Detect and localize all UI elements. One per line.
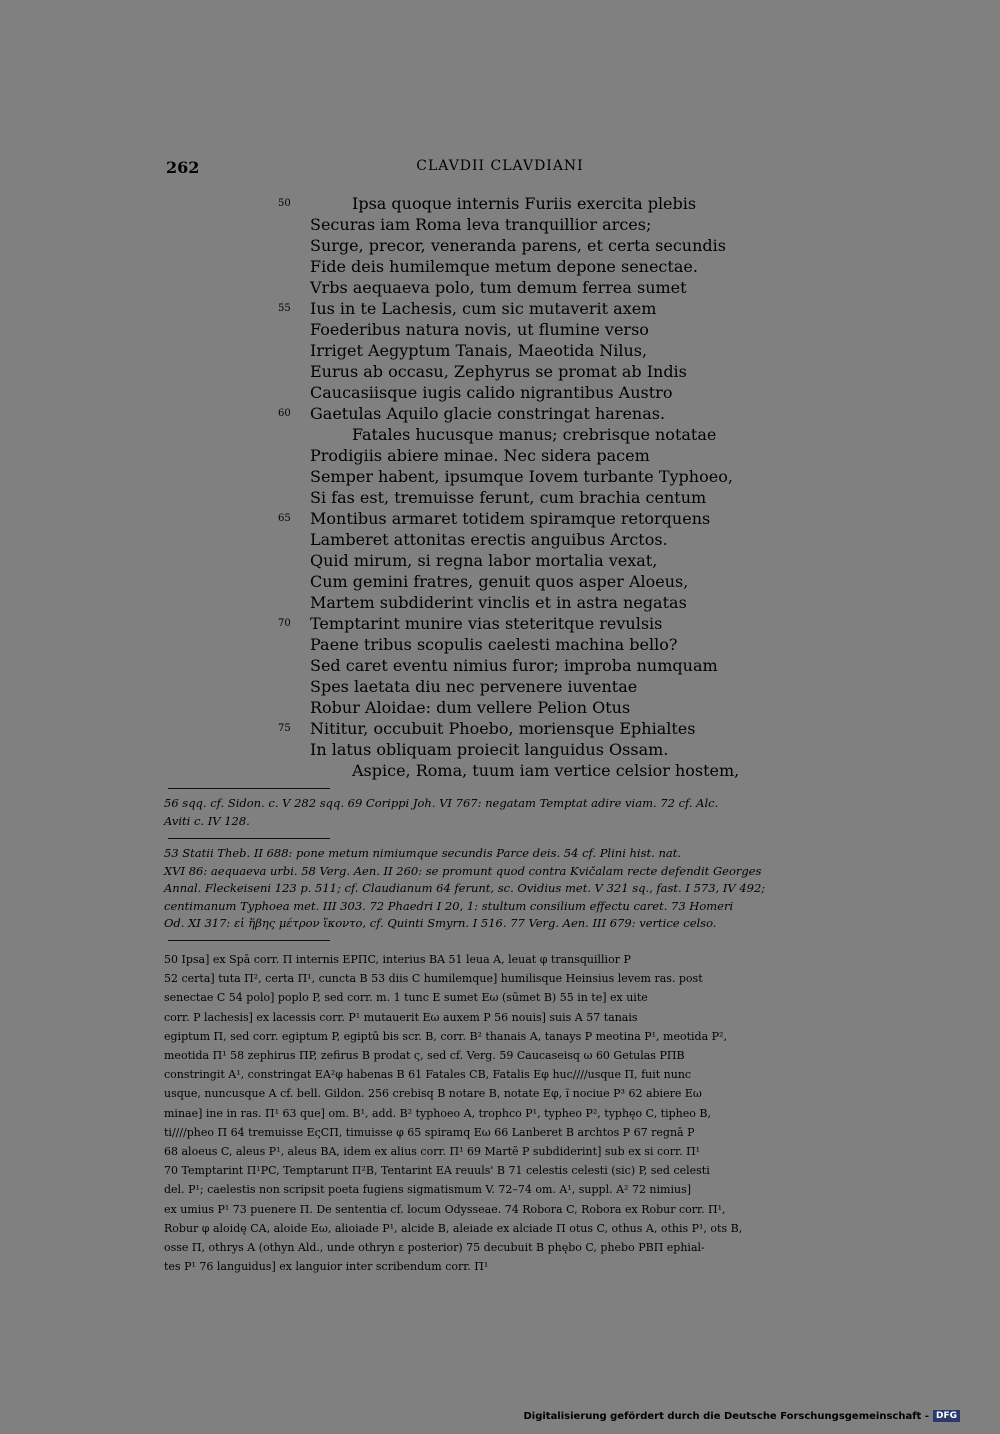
apparatus-line: Robur φ aloidę CA, aloide Eω, alioiade P¹, alcide B, aleiade ex alciade Π otus C, othus A, othis P¹, ots B, — [164, 1221, 743, 1235]
verse-text: Paene tribus scopulis caelesti machina bello? — [310, 635, 678, 654]
verse-text: Ipsa quoque internis Furiis exercita plebis — [352, 194, 697, 213]
verse-text: Cum gemini fratres, genuit quos asper Aloeus, — [310, 572, 689, 591]
apparatus-line: corr. P lachesis] ex lacessis corr. P¹ mutauerit Eω auxem P 56 nouis] suis A 57 tanais — [164, 1010, 638, 1024]
verse-line — [310, 424, 750, 445]
verse-number: 75 — [278, 723, 291, 734]
verse-line — [310, 319, 750, 340]
verse-text: Nititur, occubuit Phoebo, moriensque Ephialtes — [310, 719, 696, 738]
critical-apparatus — [164, 950, 836, 1276]
verse-line — [310, 676, 750, 697]
apparatus-line: osse Π, othrys A (othyn Ald., unde othryn ε posterior) 75 decubuit B phębo C, phebo PBΠ ephial- — [164, 1241, 705, 1255]
verse-text: In latus obliquam proiecit languidus Ossam. — [310, 740, 669, 759]
verse-text: Quid mirum, si regna labor mortalia vexat, — [310, 551, 658, 570]
verse-number: 60 — [278, 408, 291, 419]
testimonia-line: XVI 86: aequaeva urbi. 58 Verg. Aen. II 260: se promunt quod contra Kvičalam recte defendit Georges — [164, 863, 762, 878]
verse-text: Fide deis humilemque metum depone senectae. — [310, 257, 698, 276]
verse-text: Lamberet attonitas erectis anguibus Arctos. — [310, 530, 668, 549]
testimonia-line: 53 Statii Theb. II 688: pone metum nimiumque secundis Parce deis. 54 cf. Plini hist. nat. — [164, 846, 681, 860]
verse-text: Prodigiis abiere minae. Nec sidera pacem — [310, 446, 650, 465]
verse-line — [310, 445, 750, 466]
verse-line — [310, 361, 750, 382]
verse-text: Vrbs aequaeva polo, tum demum ferrea sumet — [310, 278, 687, 297]
verse-line — [310, 529, 750, 550]
verse-text: Spes laetata diu nec pervenere iuventae — [310, 677, 638, 696]
verse-line — [310, 592, 750, 613]
separator-rule — [168, 838, 330, 839]
apparatus-line: usque, nuncusque A cf. bell. Gildon. 256 crebisq B notare B, notate Eφ, ĩ nociue P³ 62 abiere Eω — [164, 1087, 702, 1101]
verse-text: Semper habent, ipsumque Iovem turbante Typhoeo, — [310, 467, 733, 486]
verse-text: Robur Aloidae: dum vellere Pelion Otus — [310, 698, 631, 717]
verse-line — [310, 634, 750, 655]
verse-line — [310, 655, 750, 676]
verse-text: Temptarint munire vias steteritque revulsis — [310, 614, 663, 633]
apparatus-line: ex umius P¹ 73 puenere Π. De sententia cf. locum Odysseae. 74 Robora C, Robora ex Robur corr. Π¹, — [164, 1202, 726, 1216]
apparatus-line: 68 aloeus C, aleus P¹, aleus BA, idem ex alius corr. Π¹ 69 Martẽ P subdiderint] sub ex si corr. Π¹ — [164, 1145, 701, 1159]
verse-text: Ius in te Lachesis, cum sic mutaverit axem — [310, 299, 657, 318]
verse-text: Foederibus natura novis, ut flumine verso — [310, 320, 649, 339]
verse-number: 65 — [278, 513, 291, 524]
verse-line — [310, 466, 750, 487]
verse-text: Gaetulas Aquilo glacie constringat harenas. — [310, 404, 666, 423]
apparatus-line: egiptum Π, sed corr. egiptum P, egiptū bis scr. B, corr. B² thanais A, tanays P meotina P¹, meotida P², — [164, 1029, 727, 1043]
verse-text: Fatales hucusque manus; crebrisque notatae — [352, 425, 717, 444]
verse-text: Eurus ab occasu, Zephyrus se promat ab Indis — [310, 362, 687, 381]
running-title: CLAVDII CLAVDIANI — [416, 158, 584, 174]
verse-line — [310, 739, 750, 760]
verse-text: Irriget Aegyptum Tanais, Maeotida Nilus, — [310, 341, 648, 360]
footer-text: Digitalisierung gefördert durch die Deutsche Forschungsgemeinschaft - — [523, 1410, 929, 1422]
testimonia-line: centimanum Typhoea met. III 303. 72 Phaedri I 20, 1: stultum consilium effectu caret. 73 Homeri — [164, 898, 734, 913]
verse-text: Sed caret eventu nimius furor; improba numquam — [310, 656, 718, 675]
verse-number: 70 — [278, 618, 291, 629]
testimonia-line: Aviti c. IV 128. — [164, 813, 250, 828]
verse-text: Caucasiisque iugis calido nigrantibus Austro — [310, 383, 673, 402]
dfg-logo: DFG — [933, 1410, 960, 1422]
testimonia-line: Od. XI 317: εἰ ἥβης μέτρον ἵκοντο, cf. Quinti Smyrn. I 516. 77 Verg. Aen. III 679: vertice celso. — [164, 916, 717, 930]
verse-line — [310, 487, 750, 508]
verse-text: Martem subdiderint vinclis et in astra negatas — [310, 593, 687, 612]
poem-text — [278, 193, 750, 781]
verse-line — [310, 235, 750, 256]
apparatus-line: constringit A¹, constringat EA²φ habenas B 61 Fatales CB, Fatalis Eφ huc////usque Π, fuit nunc — [164, 1068, 692, 1082]
verse-text: Montibus armaret totidem spiramque retorquens — [310, 509, 711, 528]
apparatus-line: tes P¹ 76 languidus] ex languior inter scribendum corr. Π¹ — [164, 1260, 489, 1274]
verse-text: Si fas est, tremuisse ferunt, cum brachia centum — [310, 488, 707, 507]
apparatus-line: 70 Temptarint Π¹PC, Temptarunt Π²B, Tentarint EA reuuls' B 71 celestis celesti (sic) P, sed celesti — [164, 1164, 710, 1178]
verse-line — [278, 718, 750, 739]
verse-line — [310, 382, 750, 403]
verse-text: Aspice, Roma, tuum iam vertice celsior hostem, — [352, 761, 740, 780]
verse-line — [310, 256, 750, 277]
testimonia-line: 56 sqq. cf. Sidon. c. V 282 sqq. 69 Corippi Joh. VI 767: negatam Temptat adire viam. 72 cf. Alc. — [164, 796, 719, 810]
testimonia-block-1 — [164, 795, 836, 830]
verse-line — [278, 193, 750, 214]
verse-line — [310, 571, 750, 592]
verse-line — [310, 277, 750, 298]
apparatus-line: 50 Ipsa] ex Spā corr. Π internis EPΠC, interius BA 51 leua A, leuat φ transquillior P — [164, 953, 631, 966]
apparatus-line: meotida Π¹ 58 zephirus ΠP, zefirus B prodat ς, sed cf. Verg. 59 Caucaseisq ω 60 Getulas PΠB — [164, 1049, 685, 1063]
verse-line — [278, 403, 750, 424]
apparatus-line: senectae C 54 polo] poplo P, sed corr. m. 1 tunc E sumet Eω (sūmet B) 55 in te] ex uite — [164, 991, 648, 1005]
verse-line — [310, 697, 750, 718]
apparatus-line: ti////pheo Π 64 tremuisse EςCΠ, timuisse φ 65 spiramq Eω 66 Lanberet B archtos P 67 regnā P — [164, 1125, 695, 1139]
separator-rule — [168, 940, 330, 941]
verse-line — [310, 214, 750, 235]
separator-rule — [168, 788, 330, 789]
verse-line — [310, 760, 750, 781]
verse-line — [310, 550, 750, 571]
verse-line — [278, 613, 750, 634]
testimonia-block-2 — [164, 845, 836, 933]
apparatus-line: 52 certa] tuta Π², certa Π¹, cuncta B 53 diis C humilemque] humilisque Heinsius levem ras. post — [164, 972, 703, 986]
page-number: 262 — [166, 158, 200, 177]
funding-footer — [523, 1410, 960, 1422]
verse-text: Securas iam Roma leva tranquillior arces; — [310, 215, 652, 234]
verse-number: 55 — [278, 303, 291, 314]
verse-line — [310, 340, 750, 361]
verse-text: Surge, precor, veneranda parens, et certa secundis — [310, 236, 726, 255]
verse-line — [278, 298, 750, 319]
apparatus-line: del. P¹; caelestis non scripsit poeta fugiens sigmatismum V. 72–74 om. A¹, suppl. A² 72 nimius] — [164, 1183, 692, 1197]
testimonia-line: Annal. Fleckeiseni 123 p. 511; cf. Claudianum 64 ferunt, sc. Ovidius met. V 321 sq., fast. I 573, IV 492; — [164, 881, 766, 895]
verse-number: 50 — [278, 198, 291, 209]
apparatus-line: minae] ine in ras. Π¹ 63 que] om. B¹, add. B² typhoeo A, trophco P¹, typheo P², typhęo C, tipheo B, — [164, 1106, 711, 1120]
verse-line — [278, 508, 750, 529]
